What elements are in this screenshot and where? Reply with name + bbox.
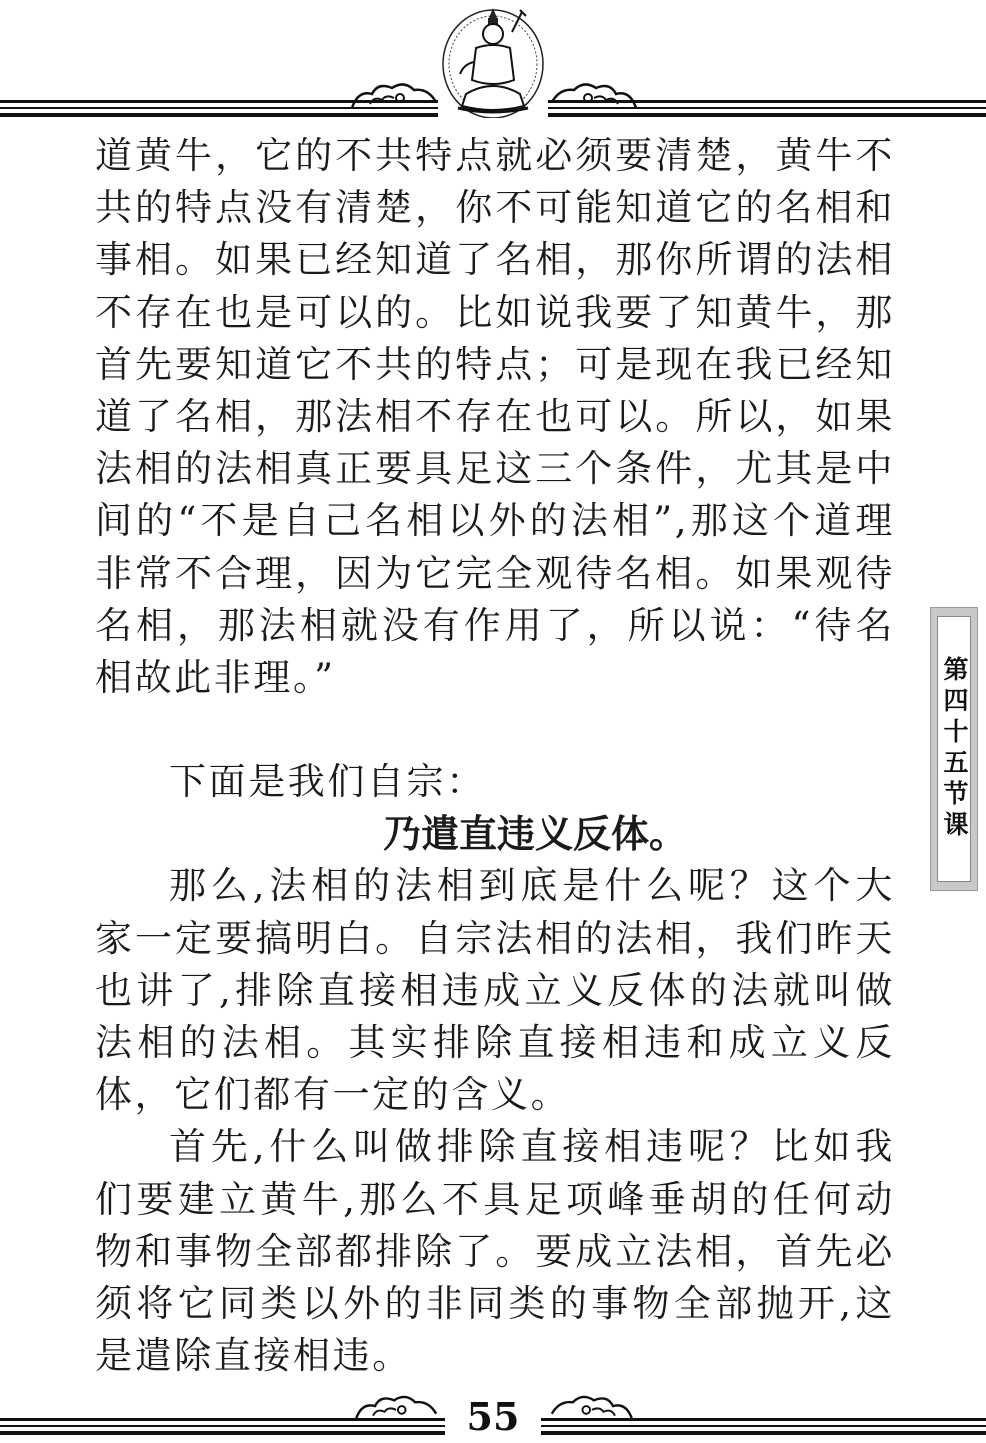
cloud-ornament-right	[548, 80, 640, 112]
page-body	[95, 130, 895, 1382]
chapter-label: 第四十五节课	[940, 656, 969, 842]
paragraph: 道黄牛，它的不共特点就必须要清楚，黄牛不共的特点没有清楚，你不可能知道它的名相和事相。如果已经知道了名相，那你所谓的法相不存在也是可以的。比如说我要了知黄牛，那首先要知道它不共的特点；可是现在我已经知道了名相，那法相不存在也可以。所以，如果法相的法相真正要具足这三个条件，尤其是中间的“不是自己名相以外的法相”,那这个道理非常不合理，因为它完全观待名相。如果观待名相，那法相就没有作用了，所以说：“待名相故此非理。”	[95, 134, 895, 700]
page-footer	[0, 1380, 986, 1443]
chapter-side-tab	[930, 607, 978, 891]
root-verse: 乃遣直违义反体。	[382, 812, 687, 857]
paragraph: 首先,什么叫做排除直接相违呢？比如我们要建立黄牛,那么不具足项峰垂胡的任何动物和事物全部都排除了。要成立法相，首先必须将它同类以外的非同类的事物全部抛开,这是遣除直接相违。	[95, 1125, 895, 1378]
cloud-ornament-right	[548, 1392, 636, 1424]
page-number: 55	[466, 1394, 520, 1439]
paragraph: 下面是我们自宗：	[169, 760, 486, 804]
cloud-ornament-left	[352, 1392, 440, 1424]
deity-illustration-icon	[438, 2, 548, 118]
page-header	[0, 0, 986, 125]
cloud-ornament-left	[348, 80, 440, 112]
page-number-box	[445, 1394, 541, 1439]
paragraph: 那么,法相的法相到底是什么呢？这个大家一定要搞明白。自宗法相的法相，我们昨天也讲了,排除直接相违成立义反体的法就叫做法相的法相。其实排除直接相违和成立义反体，它们都有一定的含义。	[95, 864, 895, 1117]
